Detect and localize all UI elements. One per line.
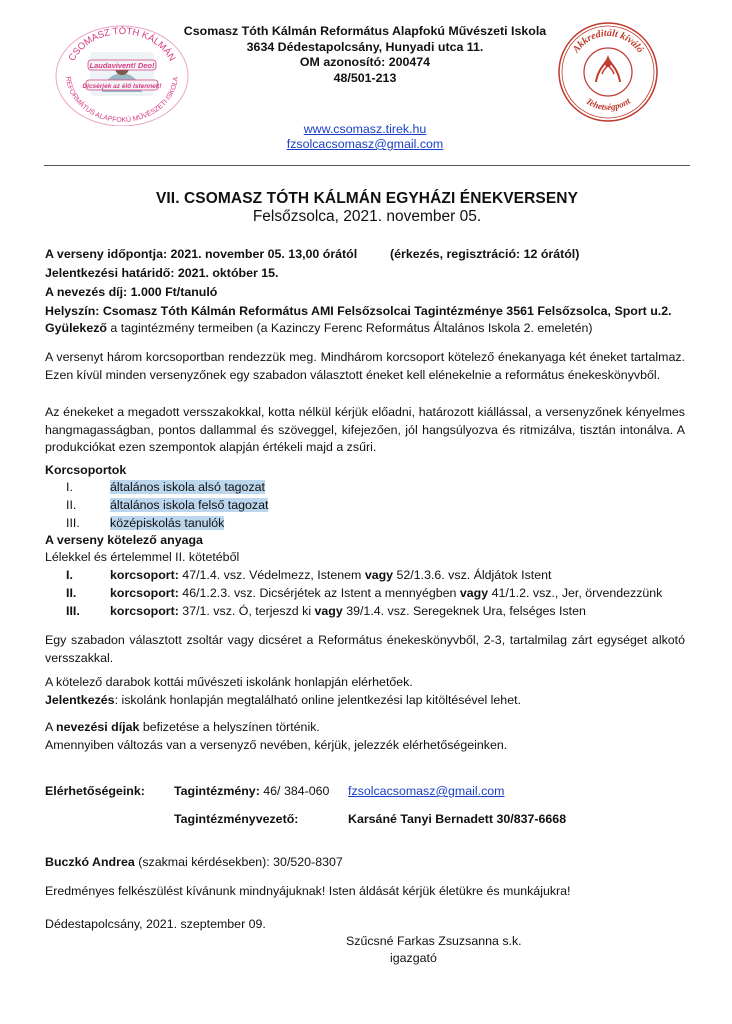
entry-fee: A nevezés díj: 1.000 Ft/tanuló: [45, 285, 218, 299]
mandatory-num: III.: [66, 604, 80, 618]
school-header: [150, 24, 580, 86]
head-name: Karsáné Tanyi Bernadett 30/837-6668: [348, 812, 567, 826]
paragraph-categories: A versenyt három korcsoportban rendezzük meg. Mindhárom korcsoport kötelező énekanyaga két éneket tartalmaz. Ezen kívül minden versenyzőnek egy szabadon választott éneket kell elénekelnie a református énekeskönyvből.: [45, 350, 685, 382]
age-group-num: III.: [66, 516, 80, 530]
venue: Helyszín: Csomasz Tóth Kálmán Református AMI Felsőzsolcai Tagintézménye 3561 Felsőzsolca, Sport u.2.: [45, 304, 672, 318]
contact-email-link[interactable]: fzsolcacsomasz@gmail.com: [348, 784, 505, 798]
mandatory-song-a: 46/1.2.3. vsz. Dicsérjétek az Istent a mennyégben: [178, 586, 460, 600]
mandatory-label: korcsoport:: [110, 604, 179, 618]
signature-role: igazgató: [390, 951, 437, 965]
application-label: Jelentkezés: [45, 693, 115, 707]
application-note: [45, 693, 521, 707]
branch-contact: [174, 784, 329, 798]
fee-pre: A: [45, 720, 57, 734]
header-links: [150, 122, 580, 152]
age-group-num: II.: [66, 498, 77, 512]
mandatory-label: korcsoport:: [110, 568, 179, 582]
mandatory-heading: A verseny kötelező anyaga: [45, 533, 203, 547]
fee-note: [45, 720, 320, 734]
application-deadline: Jelentkezési határidő: 2021. október 15.: [45, 266, 279, 280]
logo-banner-2: Dicsérjek az élő Istennek!: [82, 83, 162, 90]
fee-text: befizetése a helyszínen történik.: [139, 720, 320, 734]
mandatory-item: [110, 586, 662, 600]
mandatory-num: II.: [66, 586, 77, 600]
mandatory-song-b: 39/1.4. vsz. Seregeknek Ura, felséges Isten: [342, 604, 586, 618]
signature-name: Szűcsné Farkas Zsuzsanna s.k.: [346, 934, 522, 948]
age-group-num: I.: [66, 480, 73, 494]
change-note: Amennyiben változás van a versenyző nevében, kérjük, jelezzék elérhetőségeinken.: [45, 738, 508, 752]
fee-label: nevezési díjak: [56, 720, 140, 734]
logo-ring-bottom: REFORMÁTUS ALAPFOKÚ MŰVÉSZETI ISKOLA: [64, 76, 180, 125]
mandatory-song-a: 47/1.4. vsz. Védelmezz, Istenem: [178, 568, 365, 582]
header-divider: [44, 165, 690, 166]
mandatory-song-b: 52/1.3.6. vsz. Áldjátok Istent: [393, 568, 552, 582]
expert-name: Buczkó Andrea: [45, 855, 135, 869]
contest-date: A verseny időpontja: 2021. november 05. 13,00 órától: [45, 247, 358, 261]
school-address: 3634 Dédestapolcsány, Hunyadi utca 11.: [246, 39, 484, 54]
logo-banner-1: Laudavivent! Deo!: [89, 61, 155, 70]
place-date: Dédestapolcsány, 2021. szeptember 09.: [45, 917, 266, 931]
application-text: : iskolánk honlapján megtalálható online jelentkezési lap kitöltésével lehet.: [114, 693, 521, 707]
talent-ring-top: Akkreditált kiváló: [570, 27, 646, 56]
arrival-time: (érkezés, regisztráció: 12 órától): [390, 247, 580, 261]
logo-ring-top: CSOMASZ TÓTH KÁLMÁN: [66, 25, 178, 64]
document-subtitle: Felsőzsolca, 2021. november 05.: [252, 208, 482, 225]
mandatory-label: korcsoport:: [110, 586, 179, 600]
mandatory-or: vagy: [459, 586, 489, 600]
contacts-label: Elérhetőségeink:: [45, 784, 145, 798]
document-title: VII. CSOMASZ TÓTH KÁLMÁN EGYHÁZI ÉNEKVERSENY: [155, 190, 579, 207]
closing-wish: Eredményes felkészülést kívánunk mindnyájuknak! Isten áldását kérjük életükre és munkájukra!: [45, 884, 571, 898]
talent-point-logo: [556, 20, 660, 124]
branch-phone: 46/ 384-060: [259, 784, 330, 798]
mandatory-item: [110, 604, 586, 618]
svg-text:Akkreditált kiváló: [570, 28, 645, 56]
mandatory-or: vagy: [314, 604, 343, 618]
mandatory-song-a: 37/1. vsz. Ó, terjeszd ki: [178, 604, 315, 618]
mandatory-or: vagy: [364, 568, 394, 582]
contact-email-wrap: [348, 784, 505, 798]
mandatory-source: Lélekkel és értelemmel II. kötetéből: [45, 550, 240, 564]
expert-contact: [45, 855, 343, 869]
svg-text:Tehetségpont: [584, 96, 632, 112]
age-group-label: középiskolás tanulók: [110, 516, 225, 530]
age-group-label: általános iskola felső tagozat: [110, 498, 269, 512]
school-phone: 48/501-213: [333, 70, 397, 85]
mandatory-song-b: 41/1.2. vsz., Jer, örvendezzünk: [488, 586, 663, 600]
head-label: Tagintézményvezető:: [174, 812, 299, 826]
gathering-text: a tagintézmény termeiben (a Kazinczy Ferenc Református Általános Iskola 2. emeletén): [106, 321, 593, 335]
website-link[interactable]: www.csomasz.tirek.hu: [303, 122, 427, 136]
expert-text: (szakmai kérdésekben): 30/520-8307: [134, 855, 343, 869]
scores-note: A kötelező darabok kottái művészeti iskolánk honlapján elérhetőek.: [45, 675, 413, 689]
branch-label: Tagintézmény:: [174, 784, 260, 798]
school-name: Csomasz Tóth Kálmán Református Alapfokú Művészeti Iskola: [183, 24, 547, 38]
gathering-info: [45, 321, 593, 335]
paragraph-free-choice: Egy szabadon választott zsoltár vagy dicséret a Református énekeskönyvből, 2-3, tartalmilag zárt egységet alkotó versszakkal.: [45, 633, 685, 665]
paragraph-requirements: Az énekeket a megadott versszakokkal, kotta nélkül kérjük előadni, határozott kiállással, a versenyzőnek kényelmes hangmagasságban, pontos dallammal és szöveggel, kifejezően, jól hangsúlyozva és ritmizálva, tisztán intonálva. A produkciókat ezen szempontok alapján értékeli majd a zsűri.: [45, 405, 685, 454]
school-om: OM azonosító: 200474: [299, 55, 431, 69]
age-group-label: általános iskola alsó tagozat: [110, 480, 265, 494]
mandatory-item: [110, 568, 551, 582]
mandatory-num: I.: [66, 568, 73, 582]
gathering-label: Gyülekező: [45, 321, 107, 335]
email-link[interactable]: fzsolcacsomasz@gmail.com: [286, 137, 444, 151]
age-groups-heading: Korcsoportok: [45, 463, 127, 477]
talent-ring-bottom: Tehetségpont: [584, 95, 632, 113]
